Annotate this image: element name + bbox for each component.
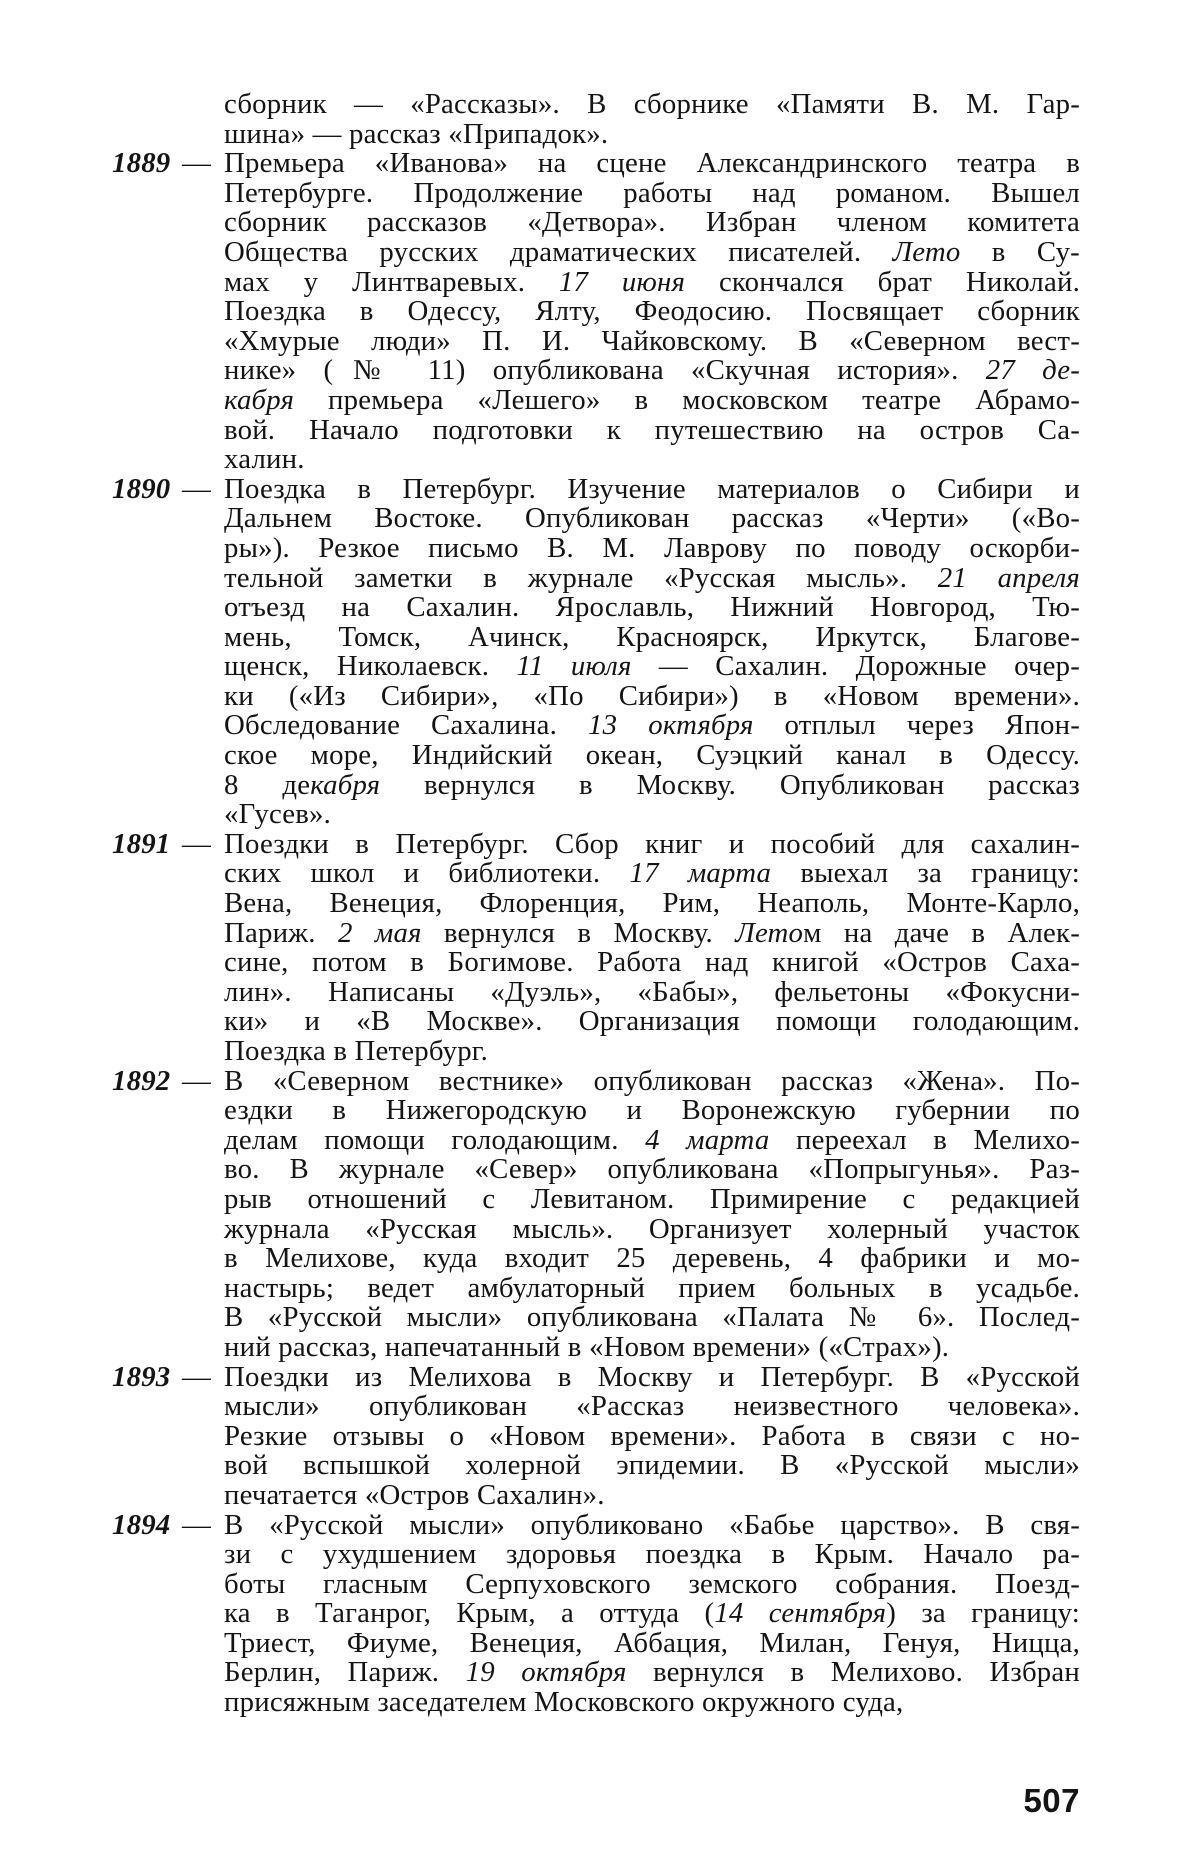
text-line: Дальнем Востоке. Опубликован рассказ «Черти» («Во- — [224, 502, 1080, 535]
entry-year: 1889 — [112, 147, 171, 180]
entry-dash: — — [182, 472, 211, 505]
text-line: В «Русской мысли» опубликовано «Бабье царство». В свя- — [224, 1508, 1080, 1541]
text-line: В «Русской мысли» опубликована «Палата № 6». Послед- — [224, 1301, 1080, 1334]
text-line: Париж. 2 мая вернулся в Москву. Летом на даче в Алек- — [224, 916, 1080, 949]
intro-paragraph — [112, 90, 1080, 149]
text-line: нике» (№ 11) опубликована «Скучная история». 27 де- — [224, 354, 1080, 387]
entry-dash: — — [182, 1360, 211, 1393]
text-line: ских школ и библиотеки. 17 марта выехал за границу: — [224, 857, 1081, 890]
entry-dash: — — [182, 1508, 211, 1541]
year-entry — [112, 827, 1081, 1067]
italic-date: 17 марта — [629, 857, 772, 890]
text-line: тельной заметки в журнале «Русская мысль». 21 апреля — [224, 561, 1080, 594]
text-line: присяжным заседателем Московского окружного суда, — [224, 1686, 904, 1719]
text-line: ний рассказ, напечатанный в «Новом времени» («Страх»). — [224, 1330, 950, 1363]
text-line: «Хмурые люди» П. И. Чайковскому. В «Северном вест- — [224, 324, 1080, 357]
year-entry — [112, 1064, 1080, 1363]
text-line: Обследование Сахалина. 13 октября отплыл через Япон- — [224, 709, 1080, 742]
text-line: Общества русских драматических писателей. Лето в Су- — [224, 235, 1080, 268]
text-line: боты гласным Серпуховского земского собрания. Поезд- — [224, 1567, 1080, 1600]
year-entry — [112, 1360, 1080, 1511]
entry-dash: — — [182, 827, 211, 860]
text-line: кабря премьера «Лешего» в московском театре Абрамо- — [224, 383, 1080, 416]
chronology-text — [112, 90, 1080, 1718]
year-entry — [112, 149, 1080, 475]
text-line: вой вспышкой холерной эпидемии. В «Русской мысли» — [224, 1449, 1080, 1482]
italic-date: 4 марта — [645, 1123, 770, 1156]
italic-date: 19 октября — [465, 1656, 627, 1689]
entry-year: 1893 — [112, 1360, 171, 1393]
text-line: рыв отношений с Левитаном. Примирение с редакцией — [224, 1182, 1080, 1215]
text-line: халин. — [224, 443, 305, 476]
italic-date: 2 мая — [337, 916, 422, 949]
text-line: Поездки в Петербург. Сбор книг и пособий для сахалин- — [224, 827, 1080, 860]
entry-year: 1894 — [112, 1508, 171, 1541]
text-line: в Мелихове, куда входит 25 деревень, 4 фабрики и мо- — [224, 1242, 1080, 1275]
italic-date: кабря — [310, 768, 381, 801]
page-number: 507 — [1023, 1782, 1080, 1819]
text-line: ское море, Индийский океан, Суэцкий канал в Одессу. — [224, 739, 1080, 772]
text-line: отъезд на Сахалин. Ярославль, Нижний Новгород, Тю- — [224, 591, 1080, 624]
text-line: ездки в Нижегородскую и Воронежскую губернии по — [224, 1094, 1080, 1127]
text-line: лин». Написаны «Дуэль», «Бабы», фельетоны «Фокусни- — [224, 975, 1080, 1008]
text-line: мень, Томск, Ачинск, Красноярск, Иркутск, Благове- — [224, 620, 1080, 653]
text-line: делам помощи голодающим. 4 марта переехал в Мелихо- — [224, 1123, 1080, 1156]
text-line: В «Северном вестнике» опубликован рассказ «Жена». По- — [224, 1064, 1080, 1097]
text-line: Поездки из Мелихова в Москву и Петербург. В «Русской — [224, 1360, 1080, 1393]
entry-dash: — — [182, 1064, 211, 1097]
text-line: Берлин, Париж. 19 октября вернулся в Мелихово. Избран — [224, 1656, 1080, 1689]
italic-date: Лето — [892, 235, 961, 268]
text-line: мысли» опубликован «Рассказ неизвестного человека». — [224, 1390, 1080, 1423]
text-line: ка в Таганрог, Крым, а оттуда (14 сентября) за границу: — [224, 1597, 1080, 1630]
entry-year: 1891 — [112, 827, 171, 860]
text-line: ры»). Резкое письмо В. М. Лаврову по поводу оскорби- — [224, 531, 1080, 564]
text-line: Поездка в Петербург. — [224, 1035, 488, 1067]
italic-date: кабря — [224, 383, 295, 416]
entry-year: 1892 — [112, 1064, 171, 1097]
entry-year: 1890 — [112, 472, 171, 505]
text-line: Петербурге. Продолжение работы над романом. Вышел — [224, 176, 1080, 209]
entry-dash: — — [182, 147, 211, 180]
text-line: Резкие отзывы о «Новом времени». Работа в связи с но- — [224, 1419, 1080, 1452]
text-line: Триест, Фиуме, Венеция, Аббация, Милан, Генуя, Ницца, — [224, 1626, 1080, 1659]
text-line: сине, потом в Богимове. Работа над книгой «Остров Саха- — [224, 946, 1080, 979]
text-line: сборник рассказов «Детвора». Избран членом комитета — [224, 206, 1080, 239]
italic-date: 13 октября — [588, 709, 754, 742]
italic-date: 27 де- — [985, 354, 1080, 387]
text-line: Поездка в Одессу, Ялту, Феодосию. Посвящает сборник — [224, 295, 1080, 328]
text-line: настырь; ведет амбулаторный прием больных в усадьбе. — [224, 1271, 1080, 1304]
text-line: Вена, Венеция, Флоренция, Рим, Неаполь, Монте-Карло, — [224, 887, 1080, 920]
text-line: зи с ухудшением здоровья поездка в Крым. Начало ра- — [224, 1538, 1080, 1571]
text-line: шина» — рассказ «Припадок». — [224, 117, 609, 150]
year-entry — [112, 472, 1081, 831]
text-line: печатается «Остров Сахалин». — [224, 1478, 605, 1511]
text-line: Премьера «Иванова» на сцене Александринского театра в — [224, 147, 1080, 180]
text-line: 8 декабря вернулся в Москву. Опубликован рассказ — [224, 768, 1080, 801]
text-line: вой. Начало подготовки к путешествию на остров Са- — [224, 413, 1080, 446]
text-line: во. В журнале «Север» опубликована «Попрыгунья». Раз- — [224, 1153, 1080, 1186]
italic-date: 17 июня — [558, 265, 686, 298]
text-line: журнала «Русская мысль». Организует холерный участок — [224, 1212, 1080, 1245]
italic-date: 11 июля — [516, 650, 632, 683]
year-entry — [112, 1508, 1080, 1719]
text-line: ки» и «В Москве». Организация помощи голодающим. — [224, 1005, 1080, 1038]
text-line: «Гусев». — [224, 798, 332, 831]
italic-date: 14 сентября — [714, 1597, 887, 1630]
text-line: сборник — «Рассказы». В сборнике «Памяти В. М. Гар- — [224, 88, 1080, 120]
italic-date: Лето — [735, 916, 804, 949]
italic-date: 21 апреля — [937, 561, 1080, 594]
text-line: Поездка в Петербург. Изучение материалов о Сибири и — [224, 472, 1080, 505]
text-line: мах у Линтваревых. 17 июня скончался брат Николай. — [224, 265, 1080, 298]
text-line: щенск, Николаевск. 11 июля — Сахалин. Дорожные очер- — [224, 650, 1081, 683]
text-line: ки («Из Сибири», «По Сибири») в «Новом времени». — [224, 679, 1080, 712]
